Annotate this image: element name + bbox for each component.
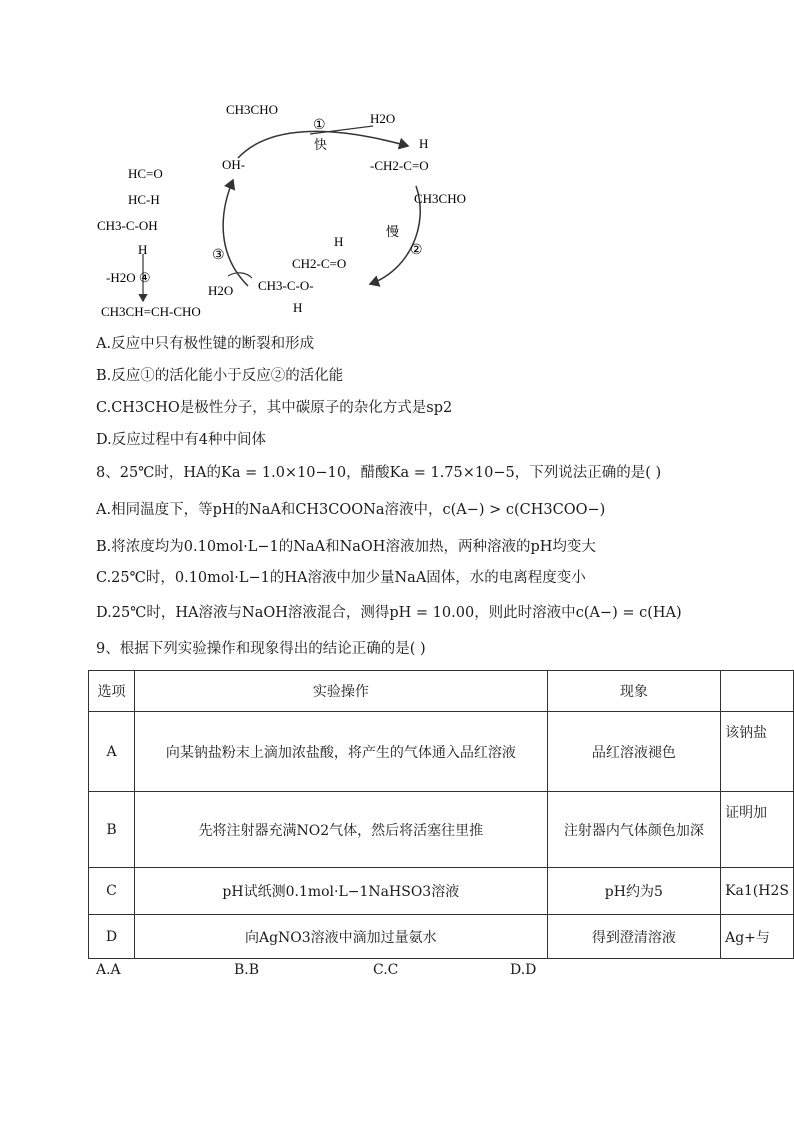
q8-d-eq: c(A−) = c(HA) <box>575 605 682 621</box>
q8-b-text2: 的NaA和NaOH溶液加热，两种溶液的pH均变大 <box>278 539 596 555</box>
q8-ka-ha: Ka = 1.0×10−10 <box>221 465 347 481</box>
table-row <box>89 792 794 868</box>
q8-c-text2: 的HA溶液中加少量NaA固体，水的电离程度变小 <box>269 570 586 586</box>
catalyst-oh: OH- <box>222 157 246 172</box>
q8-stem-b: ，醋酸 <box>346 465 390 481</box>
mechanism-svg <box>88 96 508 326</box>
step4-label: -H2O ④ <box>106 270 151 285</box>
step1-speed: 快 <box>314 137 328 152</box>
q9-option-a: A.A <box>96 962 121 978</box>
q8-a-text2: 溶液中， <box>384 502 443 518</box>
row-option: B <box>89 792 135 868</box>
table-row <box>89 868 794 915</box>
step1-number: ① <box>313 118 326 133</box>
row-operation: 向某钠盐粉末上滴加浓盐酸，将产生的气体通入品红溶液 <box>135 712 548 792</box>
q8-b-text1: B.将浓度均为 <box>96 539 184 555</box>
q8-option-a <box>96 500 605 520</box>
step3-number: ③ <box>212 248 225 263</box>
q8-option-b <box>96 537 596 557</box>
q8-d-ph: pH = 10.00 <box>389 605 475 621</box>
header-option: 选项 <box>89 671 135 712</box>
aldol-line-2: HC-H <box>128 192 160 207</box>
reaction-mechanism-diagram <box>88 96 508 326</box>
q7-option-c <box>96 398 452 418</box>
reactant-top: CH3CHO <box>226 102 279 117</box>
q9-table <box>88 670 794 959</box>
row-operation: 向AgNO3溶液中滴加过量氨水 <box>135 915 548 959</box>
water-in: H2O <box>208 283 234 298</box>
q7-option-c-formula: CH3CHO <box>111 400 180 416</box>
row-conclusion: 证明加 <box>721 792 794 868</box>
reactant-right: CH3CHO <box>414 191 467 206</box>
row-conclusion: Ka1(H2S <box>721 868 794 915</box>
table-row <box>89 915 794 959</box>
header-phenomenon: 现象 <box>547 671 720 712</box>
q7-option-c-prefix: C. <box>96 400 112 416</box>
row-conclusion: 该钠盐 <box>721 712 794 792</box>
q7-option-c-hybrid: sp2 <box>426 400 453 416</box>
q7-option-a: A.反应中只有极性键的断裂和形成 <box>96 336 315 352</box>
alkoxide-ch2: CH2-C=O <box>292 256 347 271</box>
table-header-row <box>89 671 794 712</box>
q8-a-compare: c(A−) > c(CH3COO−) <box>442 502 606 518</box>
q8-b-conc: 0.10mol·L−1 <box>183 539 279 555</box>
q8-ka-acetic: Ka = 1.75×10−5 <box>389 465 515 481</box>
q9-option-b: B.B <box>234 962 260 978</box>
water-out: H2O <box>370 111 396 126</box>
row-phenomenon: pH约为5 <box>547 868 720 915</box>
alkoxide-main: CH3-C-O- <box>258 278 314 293</box>
row-operation: 先将注射器充满NO2气体，然后将活塞往里推 <box>135 792 548 868</box>
q8-option-d <box>96 603 682 623</box>
q8-stem-a: 8、25℃时，HA的 <box>96 465 222 481</box>
row-option: D <box>89 915 135 959</box>
q9-option-c: C.C <box>373 962 399 978</box>
q7-option-c-text: 是极性分子，其中碳原子的杂化方式是 <box>179 400 427 416</box>
step2-number: ② <box>410 243 423 258</box>
row-option: C <box>89 868 135 915</box>
row-conclusion: Ag+与 <box>721 915 794 959</box>
q7-option-b: B.反应①的活化能小于反应②的活化能 <box>96 368 344 384</box>
enolate: -CH2-C=O <box>370 158 429 173</box>
q8-c-text1: C.25℃时， <box>96 570 175 586</box>
header-conclusion <box>721 671 794 712</box>
row-operation: pH试纸测0.1mol·L−1NaHSO3溶液 <box>135 868 548 915</box>
q9-option-d: D.D <box>510 962 537 978</box>
header-operation: 实验操作 <box>135 671 548 712</box>
row-phenomenon: 注射器内气体颜色加深 <box>547 792 720 868</box>
q8-a-formula: CH3COONa <box>295 502 385 518</box>
aldol-line-3: CH3-C-OH <box>97 218 158 233</box>
table-row <box>89 712 794 792</box>
alkoxide-h-bottom: H <box>293 300 303 315</box>
q8-d-text1: D.25℃时，HA溶液与NaOH溶液混合，测得 <box>96 605 390 621</box>
step2-speed: 慢 <box>386 224 400 239</box>
q8-option-c <box>96 568 586 588</box>
q9-stem: 9、根据下列实验操作和现象得出的结论正确的是( ) <box>96 641 426 657</box>
row-option: A <box>89 712 135 792</box>
arrow-step3 <box>223 180 248 286</box>
product: CH3CH=CH-CHO <box>101 304 201 319</box>
row-phenomenon: 品红溶液褪色 <box>547 712 720 792</box>
aldol-line-4: H <box>138 242 148 257</box>
q8-a-text1: A.相同温度下，等pH的NaA和 <box>96 502 296 518</box>
row-phenomenon: 得到澄清溶液 <box>547 915 720 959</box>
q8-stem-c: ，下列说法正确的是( ) <box>514 465 662 481</box>
q7-option-d: D.反应过程中有4种中间体 <box>96 432 266 448</box>
q8-d-text2: ，则此时溶液中 <box>474 605 576 621</box>
q8-stem <box>96 463 661 483</box>
alkoxide-h-top: H <box>334 234 344 249</box>
aldol-line-1: HC=O <box>128 166 163 181</box>
q8-c-conc: 0.10mol·L−1 <box>174 570 270 586</box>
enolate-h: H <box>419 136 429 151</box>
